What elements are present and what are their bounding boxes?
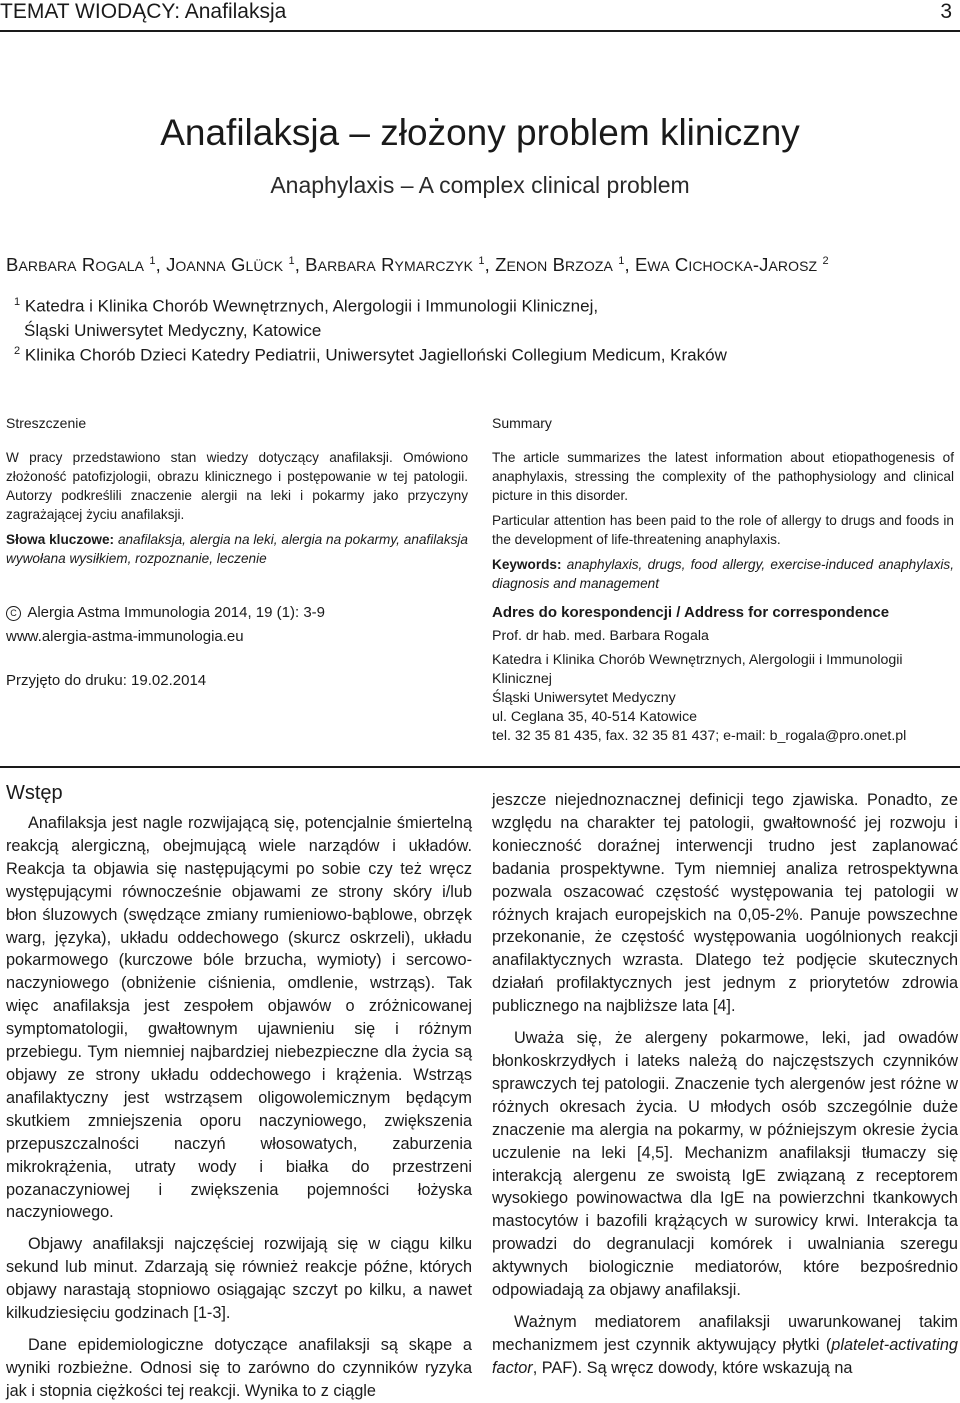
page-number: 3	[940, 0, 952, 23]
correspondence-name: Prof. dr hab. med. Barbara Rogala	[492, 628, 709, 644]
author-affiliation-mark: 1	[288, 254, 295, 267]
abstract-heading: Streszczenie	[6, 415, 87, 431]
author-affiliation-mark: 1	[618, 254, 625, 267]
author	[166, 254, 295, 275]
keywords-label: Keywords:	[492, 557, 562, 572]
text-run: , PAF). Są wręcz dowody, które wskazują na	[532, 1358, 853, 1377]
accepted-date: Przyjęto do druku: 19.02.2014	[6, 672, 207, 689]
correspondence-dept: Katedra i Klinika Chorób Wewnętrznych, Alergologii i Immunologii	[492, 652, 903, 668]
body-column-right	[492, 789, 958, 1380]
journal-url[interactable]: www.alergia-astma-immunologia.eu	[6, 628, 244, 645]
affiliation-text: Katedra i Klinika Chorób Wewnętrznych, Alergologii i Immunologii Klinicznej,	[24, 296, 599, 316]
affiliation-text: Klinika Chorób Dzieci Katedry Pediatrii, Uniwersytet Jagielloński Collegium Medicum, Kraków	[24, 345, 727, 365]
article-title: Anafilaksja – złożony problem kliniczny	[160, 112, 800, 153]
author-list: BARBARA ROGALA $^1$, JOANNA GLÜCK $^1$, BARBARA RYMARCZYK $^1$, ZENON BRZOZA $^1$, EWA CICHOCKA-JAROSZ $^2$	[6, 254, 829, 275]
keywords-list: anaphylaxis, drugs, food allergy, exercise-induced anaphylaxis, diagnosis and management	[492, 557, 954, 591]
correspondence-dept-cont: Klinicznej	[492, 671, 552, 687]
abstract-polish	[6, 414, 468, 574]
body-paragraph: Uważa się, że alergeny pokarmowe, leki, jad owadów błonkoskrzydłych i lateks należą do najczęstszych czynników sprawczych tej patologii. Znaczenie tych alergenów jest różne w różnych okresach życia. U młodych osób szczególnie duże znaczenie ma alergia na pokarmy, w późniejszym okresie życia uczulenie na leki [4,5]. Mechanizm anafilaksji tłumaczy się interakcją alergenu ze swoistą IgE związaną z receptorem wysokiego powinowactwa dla IgE na powierzchni tkankowych mastocytów i bazofili krążących w surowicy krwi. Interakcja ta prowadzi do degranulacji komórek i uwalniania szeregu aktywnych biologicznie mediatorów, które bezpośrednio odpowiadają za objawy anafilaksji.	[492, 1029, 958, 1300]
keywords	[492, 555, 954, 593]
correspondence-heading: Adres do korespondencji / Address for correspondence	[492, 604, 890, 621]
keywords-label: Słowa kluczowe:	[6, 532, 115, 547]
correspondence-university: Śląski Uniwersytet Medyczny	[492, 690, 676, 706]
author	[495, 254, 624, 275]
copyright-icon: C	[6, 606, 21, 621]
author-affiliation-mark: 1	[149, 254, 156, 267]
affiliation-number: 2	[14, 345, 21, 357]
author-name: BARBARA ROGALA	[6, 254, 145, 275]
section-rule	[0, 766, 960, 768]
keywords-list: anafilaksja, alergia na leki, alergia na pokarmy, anafilaksja wywołana wysiłkiem, rozpoznanie, leczenie	[6, 532, 468, 566]
abstract-heading: Summary	[492, 415, 552, 431]
author-affiliation-mark: 2	[822, 254, 829, 267]
body-column-left	[6, 812, 472, 1403]
header-rule	[0, 30, 960, 32]
author	[305, 254, 484, 275]
author-name: ZENON BRZOZA	[495, 254, 613, 275]
author-name: BARBARA RYMARCZYK	[305, 254, 474, 275]
author-name: JOANNA GLÜCK	[166, 254, 284, 275]
body-paragraph	[492, 1311, 958, 1380]
keywords	[6, 530, 468, 568]
abstract-text: W pracy przedstawiono stan wiedzy dotyczący anafilaksji. Omówiono złożoność patofizjologii, obrazu klinicznego i postępowanie w tej patologii. Autorzy podkreślili znaczenie alergii na leki i pokarmy jako przyczyny zagrażającej życiu anafilaksji.	[6, 450, 468, 522]
body-paragraph: Anafilaksja jest nagle rozwijającą się, potencjalnie śmiertelną reakcją alergiczną, obejmującą wiele narządów i układów. Reakcja ta objawia się następującymi po sobie czy też wręcz występującymi równocześnie objawami ze strony skóry i/lub błon śluzowych (swędzące zmiany rumieniowo-bąblowe, obrzęk warg, języka), układu oddechowego (skurcz oskrzeli), układu pokarmowego (kurczowe bóle brzucha, wymioty) i sercowo-naczyniowego (obniżenie ciśnienia, omdlenie, wstrząs). Tak więc anafilaksja jest zespołem objawów o zróżnicowanej symptomatologii, gwałtownym ujawnieniu się i różnym przebiegu. Tym niemniej najbardziej niebezpieczne dla życia są objawy ze strony układu oddechowego i krążenia. Wstrząs anafilaktyczny jest wstrząsem oligowolemicznym będącym skutkiem zmniejszenia oporu naczyniowego, zwiększenia przepuszczalności naczyń włosowatych, zaburzenia mikrokrążenia, utraty wody i białka do przestrzeni pozanaczyniowej i zwiększenia pojemności łożyska naczyniowego.	[6, 814, 472, 1222]
journal-info	[6, 603, 466, 690]
running-header: TEMAT WIODĄCY: Anafilaksja	[0, 0, 287, 23]
author-name: EWA CICHOCKA-JAROSZ	[634, 254, 818, 275]
affiliation-number: 1	[14, 296, 21, 308]
correspondence-street: ul. Ceglana 35, 40-514 Katowice	[492, 709, 698, 725]
author-affiliation-mark: 1	[478, 254, 485, 267]
text-run: Ważnym mediatorem anafilaksji uwarunkowanej takim mechanizmem jest czynnik aktywujący płytki (	[492, 1312, 958, 1354]
abstract-text: The article summarizes the latest information about etiopathogenesis of anaphylaxis, stressing the complexity of the pathophysiology and clinical picture in this disorder.	[492, 450, 954, 503]
affiliation-1-line-2: Śląski Uniwersytet Medyczny, Katowice	[24, 321, 322, 340]
correspondence-block	[492, 603, 954, 746]
article-subtitle: Anaphylaxis – A complex clinical problem	[270, 172, 690, 198]
affiliation-1	[14, 296, 598, 317]
affiliation-2	[14, 345, 727, 366]
body-paragraph: Objawy anafilaksji najczęściej rozwijają się w ciągu kilku sekund lub minut. Zdarzają się również reakcje późne, których objawy narastają stopniowo osiągając szczyt po kilku, a nawet kilkudziesięciu godzinach [1-3].	[6, 1235, 472, 1323]
correspondence-contact[interactable]: tel. 32 35 81 435, fax. 32 35 81 437; e-mail: b_rogala@pro.onet.pl	[492, 728, 907, 744]
journal-citation-line	[6, 603, 466, 622]
journal-citation: Alergia Astma Immunologia 2014, 19 (1): 3-9	[27, 604, 325, 621]
author	[635, 254, 829, 275]
body-paragraph: Dane epidemiologiczne dotyczące anafilaksji są skąpe a wyniki rozbieżne. Odnosi się to zarówno do czynników ryzyka jak i stopnia ciężkości tej reakcji. Wynika to z ciągle	[6, 1335, 472, 1400]
author	[6, 254, 156, 275]
body-paragraph: jeszcze niejednoznacznej definicji tego zjawiska. Ponadto, ze względu na charakter tej patologii, gwałtowność jej rozwoju i konieczność doraźnej interwencji trudno jest zaplanować badania prospektywne. Tym niemniej analiza retrospektywna pozwala oszacować częstość występowania tej patologii w różnych krajach europejskich na 0,05-2%. Panuje powszechne przekonanie, że częstość występowania uogólnionych reakcji anafilaktycznych wzrasta. Dlatego też podjęcie skutecznych działań profilaktycznych jest jednym z priorytetów zdrowia publicznego na najbliższe lata [4].	[492, 791, 958, 1016]
abstract-english	[492, 414, 954, 599]
section-heading: Wstęp	[6, 782, 63, 804]
abstract-text: Particular attention has been paid to the role of allergy to drugs and foods in the development of life-threatening anaphylaxis.	[492, 513, 954, 547]
text-run-italic: platelet-activating factor	[492, 1335, 958, 1377]
